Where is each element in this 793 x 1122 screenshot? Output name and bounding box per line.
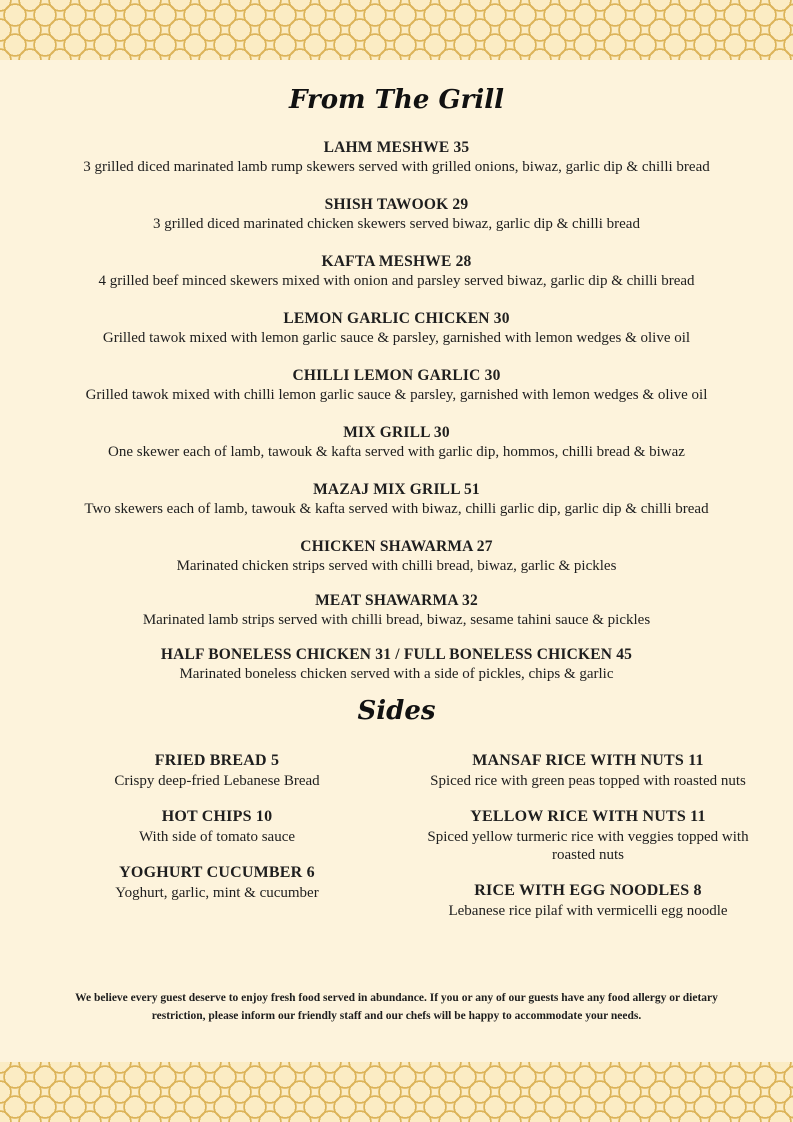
- item-name: SHISH TAWOOK 29: [324, 196, 469, 213]
- item-name: CHICKEN SHAWARMA 27: [300, 538, 493, 555]
- item-description: Grilled tawok mixed with lemon garlic sauce & parsley, garnished with lemon wedges & olive oil: [102, 330, 691, 346]
- menu-item: [40, 138, 753, 195]
- item-name: CHILLI LEMON GARLIC 30: [292, 367, 501, 384]
- menu-item: [40, 537, 753, 591]
- item-description: Two skewers each of lamb, tawouk & kafta served with biwaz, chilli garlic dip, garlic dip & chilli bread: [84, 501, 709, 517]
- item-description: Marinated lamb strips served with chilli bread, biwaz, sesame tahini sauce & pickles: [142, 612, 651, 628]
- menu-item: [40, 591, 753, 645]
- item-description: Grilled tawok mixed with chilli lemon garlic sauce & parsley, garnished with lemon wedges & olive oil: [85, 387, 708, 403]
- sides-right-column: [420, 750, 756, 936]
- item-description: 3 grilled diced marinated lamb rump skewers served with grilled onions, biwaz, garlic dip & chilli bread: [83, 159, 710, 175]
- item-description: Spiced yellow turmeric rice with veggies topped with roasted nuts: [427, 829, 749, 863]
- grill-section-title: From The Grill: [289, 85, 504, 115]
- sides-section-title: Sides: [357, 696, 436, 726]
- item-name: MIX GRILL 30: [343, 424, 450, 441]
- menu-item: [92, 806, 342, 846]
- grill-menu-list: [40, 138, 753, 702]
- item-name: KAFTA MESHWE 28: [321, 253, 472, 270]
- item-description: 4 grilled beef minced skewers mixed with onion and parsley served biwaz, garlic dip & chilli bread: [98, 273, 695, 289]
- top-pattern-border: [0, 0, 793, 60]
- item-name: MANSAF RICE WITH NUTS 11: [472, 752, 704, 769]
- menu-item: [92, 750, 342, 790]
- menu-item: [40, 309, 753, 366]
- item-name: YOGHURT CUCUMBER 6: [119, 864, 315, 881]
- item-name: YELLOW RICE WITH NUTS 11: [470, 808, 706, 825]
- menu-item: [40, 480, 753, 537]
- item-description: 3 grilled diced marinated chicken skewers served biwaz, garlic dip & chilli bread: [153, 216, 640, 232]
- item-description: Lebanese rice pilaf with vermicelli egg noodle: [448, 903, 728, 919]
- menu-item: [40, 645, 753, 702]
- menu-item: [40, 195, 753, 252]
- menu-item: [40, 252, 753, 309]
- item-name: FRIED BREAD 5: [154, 752, 280, 769]
- item-name: HALF BONELESS CHICKEN 31 / FULL BONELESS CHICKEN 45: [160, 646, 633, 663]
- sides-left-column: [92, 750, 342, 918]
- menu-item: [92, 862, 342, 902]
- menu-item: [420, 880, 756, 920]
- item-name: MEAT SHAWARMA 32: [315, 592, 478, 609]
- item-description: Marinated boneless chicken served with a side of pickles, chips & garlic: [179, 666, 614, 682]
- allergy-notice: We believe every guest deserve to enjoy fresh food served in abundance. If you or any of our guests have any food allergy or dietary restriction, please inform our friendly staff and our chefs will be happy to accommodate your needs.: [75, 992, 718, 1022]
- menu-item: [420, 750, 756, 790]
- bottom-pattern-border: [0, 1062, 793, 1122]
- item-description: With side of tomato sauce: [138, 829, 296, 845]
- item-description: Marinated chicken strips served with chilli bread, biwaz, garlic & pickles: [176, 558, 617, 574]
- item-name: MAZAJ MIX GRILL 51: [313, 481, 480, 498]
- item-name: RICE WITH EGG NOODLES 8: [474, 882, 702, 899]
- item-name: LAHM MESHWE 35: [323, 139, 470, 156]
- item-description: Yoghurt, garlic, mint & cucumber: [115, 885, 319, 901]
- menu-item: [420, 806, 756, 864]
- menu-item: [40, 423, 753, 480]
- menu-item: [40, 366, 753, 423]
- item-name: LEMON GARLIC CHICKEN 30: [283, 310, 510, 327]
- item-description: Spiced rice with green peas topped with roasted nuts: [430, 773, 746, 789]
- item-description: One skewer each of lamb, tawouk & kafta served with garlic dip, hommos, chilli bread & biwaz: [108, 444, 685, 460]
- item-description: Crispy deep-fried Lebanese Bread: [114, 773, 320, 789]
- item-name: HOT CHIPS 10: [161, 808, 273, 825]
